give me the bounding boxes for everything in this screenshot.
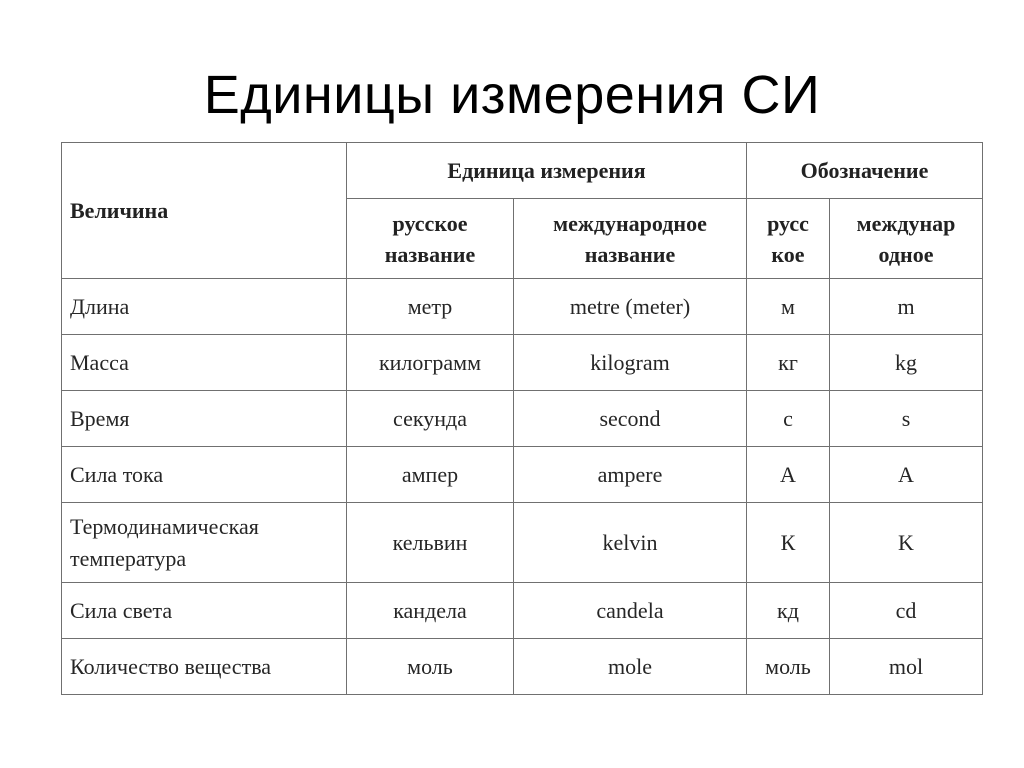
cell-symbol-international: s <box>830 391 983 447</box>
cell-quantity <box>62 447 347 503</box>
header-line: название <box>384 241 476 267</box>
quantity-line: Масса <box>70 349 129 375</box>
cell-unit-international: kelvin <box>514 503 747 583</box>
cell-unit-international: candela <box>514 583 747 639</box>
cell-unit-international: metre (meter) <box>514 279 747 335</box>
header-line: кое <box>771 241 805 267</box>
column-header-unit-group: Единица измерения <box>347 143 747 199</box>
cell-symbol-international: mol <box>830 639 983 695</box>
column-header-symbol-russian <box>747 199 830 279</box>
cell-unit-russian: метр <box>347 279 514 335</box>
cell-symbol-international: m <box>830 279 983 335</box>
cell-symbol-russian: А <box>747 447 830 503</box>
cell-quantity <box>62 391 347 447</box>
quantity-line: Время <box>70 405 130 431</box>
quantity-line: Сила тока <box>70 461 164 487</box>
table-body <box>62 279 983 695</box>
cell-symbol-russian: м <box>747 279 830 335</box>
column-header-symbol-group: Обозначение <box>747 143 983 199</box>
header-line: междунар <box>856 210 956 236</box>
quantity-line: Длина <box>70 293 130 319</box>
column-header-quantity: Величина <box>62 143 347 279</box>
quantity-line: Количество вещества <box>70 653 272 679</box>
cell-unit-international: ampere <box>514 447 747 503</box>
table-row <box>62 583 983 639</box>
header-line: международное <box>553 210 707 236</box>
table-row <box>62 391 983 447</box>
table-row <box>62 447 983 503</box>
cell-symbol-russian: кд <box>747 583 830 639</box>
quantity-line: Термодинамическая <box>70 513 259 539</box>
cell-unit-russian: кельвин <box>347 503 514 583</box>
quantity-line: температура <box>70 545 187 571</box>
header-line: русс <box>767 210 809 236</box>
cell-symbol-international: K <box>830 503 983 583</box>
cell-quantity <box>62 335 347 391</box>
cell-unit-international: second <box>514 391 747 447</box>
table-row <box>62 639 983 695</box>
cell-unit-russian: кандела <box>347 583 514 639</box>
cell-quantity <box>62 279 347 335</box>
cell-unit-russian: ампер <box>347 447 514 503</box>
cell-unit-russian: моль <box>347 639 514 695</box>
cell-symbol-international: kg <box>830 335 983 391</box>
table-row <box>62 279 983 335</box>
cell-symbol-russian: моль <box>747 639 830 695</box>
si-units-table <box>61 142 983 695</box>
cell-quantity <box>62 503 347 583</box>
header-line: название <box>584 241 676 267</box>
page-title: Единицы измерения СИ <box>203 65 821 125</box>
cell-symbol-russian: К <box>747 503 830 583</box>
table-row <box>62 335 983 391</box>
cell-symbol-international: cd <box>830 583 983 639</box>
cell-quantity <box>62 583 347 639</box>
cell-quantity <box>62 639 347 695</box>
column-header-unit-russian <box>347 199 514 279</box>
cell-symbol-russian: кг <box>747 335 830 391</box>
header-line: русское <box>392 210 468 236</box>
quantity-line: Сила света <box>70 597 173 623</box>
cell-symbol-international: A <box>830 447 983 503</box>
cell-unit-russian: секунда <box>347 391 514 447</box>
column-header-unit-international <box>514 199 747 279</box>
table-row <box>62 503 983 583</box>
cell-unit-russian: килограмм <box>347 335 514 391</box>
column-header-symbol-international <box>830 199 983 279</box>
cell-symbol-russian: с <box>747 391 830 447</box>
cell-unit-international: mole <box>514 639 747 695</box>
cell-unit-international: kilogram <box>514 335 747 391</box>
header-line: одное <box>878 241 934 267</box>
